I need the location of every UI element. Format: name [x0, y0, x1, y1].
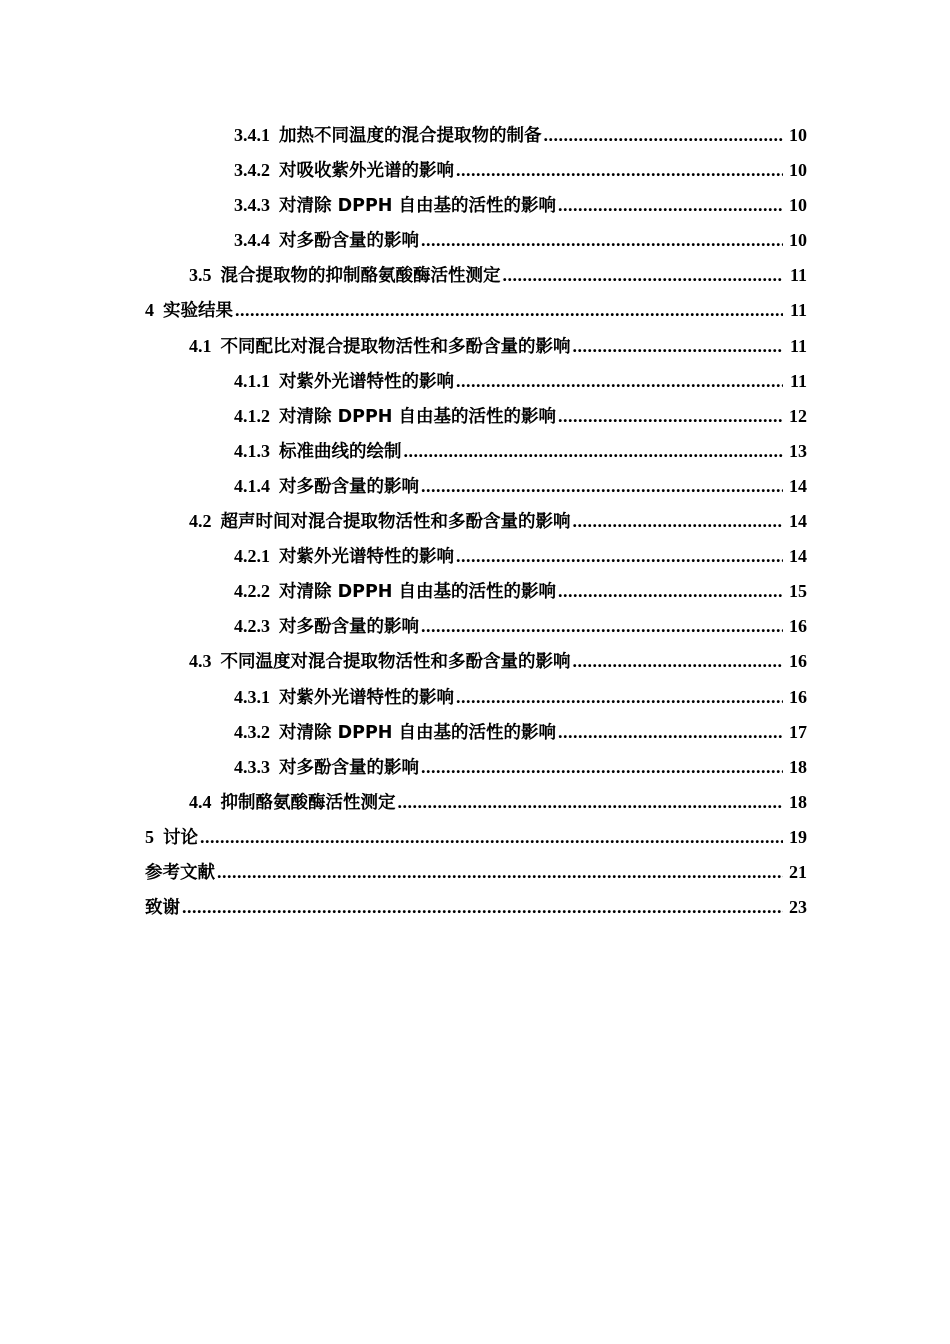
dot-leader [503, 258, 784, 293]
toc-entry-number: 3.4.3 [234, 195, 270, 216]
toc-entry-4-1-3[interactable] [145, 434, 807, 469]
toc-entry-4-3-2[interactable] [145, 715, 807, 750]
toc-entry-title: 对清除 DPPH 自由基的活性的影响 [279, 406, 557, 427]
toc-entry-4-2-1[interactable] [145, 539, 807, 574]
toc-entry-page: 15 [789, 581, 807, 602]
toc-entry-title: 对清除 DPPH 自由基的活性的影响 [279, 196, 557, 217]
toc-entry-number: 3.4.4 [234, 230, 270, 251]
toc-entry-title: 对多酚含量的影响 [279, 476, 419, 497]
toc-entry-number: 4.1.3 [234, 440, 270, 461]
toc-entry-4-3-3[interactable] [145, 750, 807, 785]
toc-entry-acknowledgements[interactable] [145, 890, 807, 925]
toc-entry-page: 12 [789, 405, 807, 426]
table-of-contents [145, 118, 807, 925]
dot-leader [456, 680, 783, 715]
toc-entry-title: 对多酚含量的影响 [279, 617, 419, 638]
toc-entry-title: 标准曲线的绘制 [279, 441, 402, 462]
toc-entry-5[interactable] [145, 820, 807, 855]
toc-entry-number: 4.2.2 [234, 581, 270, 602]
dot-leader [558, 574, 783, 609]
toc-entry-page: 14 [789, 511, 807, 532]
toc-entry-4-1-2[interactable] [145, 399, 807, 434]
toc-entry-number: 4.1 [189, 335, 212, 356]
toc-entry-number: 3.4.2 [234, 160, 270, 181]
toc-entry-number: 4.2.1 [234, 546, 270, 567]
toc-entry-4-2[interactable] [145, 504, 807, 539]
toc-entry-number: 4.4 [189, 791, 212, 812]
toc-entry-number: 4.2.3 [234, 616, 270, 637]
toc-entry-3-4-3[interactable] [145, 188, 807, 223]
toc-entry-page: 11 [789, 300, 807, 321]
toc-entry-title: 对清除 DPPH 自由基的活性的影响 [279, 722, 557, 743]
toc-entry-title: 实验结果 [163, 301, 233, 322]
toc-entry-3-4-2[interactable] [145, 153, 807, 188]
toc-entry-number: 3.4.1 [234, 125, 270, 145]
toc-entry-number: 4.1.4 [234, 475, 270, 496]
toc-entry-page: 11 [789, 265, 807, 286]
toc-entry-title: 不同温度对混合提取物活性和多酚含量的影响 [220, 652, 571, 673]
toc-entry-title: 对多酚含量的影响 [279, 231, 419, 252]
toc-entry-page: 10 [789, 195, 807, 216]
dot-leader [456, 153, 783, 188]
toc-entry-title: 对清除 DPPH 自由基的活性的影响 [279, 582, 557, 603]
dot-leader [421, 223, 783, 258]
dot-leader [217, 855, 783, 890]
dot-leader [456, 364, 783, 399]
toc-entry-4-2-2[interactable] [145, 574, 807, 609]
toc-entry-3-5[interactable] [145, 258, 807, 293]
dot-leader [182, 890, 783, 925]
toc-entry-number: 5 [145, 826, 154, 847]
toc-entry-page: 18 [789, 791, 807, 812]
toc-entry-number: 4.3.1 [234, 686, 270, 707]
dot-leader [421, 750, 783, 785]
toc-entry-title: 抑制酪氨酸酶活性测定 [220, 792, 396, 813]
toc-entry-title: 混合提取物的抑制酪氨酸酶活性测定 [220, 266, 501, 287]
toc-entry-title: 对吸收紫外光谱的影响 [279, 161, 454, 182]
dot-leader [558, 715, 783, 750]
toc-entry-page: 11 [789, 370, 807, 391]
toc-entry-4-2-3[interactable] [145, 609, 807, 644]
dot-leader [558, 399, 783, 434]
toc-entry-title: 对多酚含量的影响 [279, 757, 419, 778]
toc-entry-title: 不同配比对混合提取物活性和多酚含量的影响 [220, 336, 571, 357]
toc-entry-4-1-1[interactable] [145, 364, 807, 399]
dot-leader [558, 188, 783, 223]
toc-entry-page: 10 [789, 125, 807, 145]
toc-entry-page: 11 [789, 335, 807, 356]
toc-entry-3-4-1[interactable] [145, 118, 807, 153]
toc-entry-page: 14 [789, 546, 807, 567]
dot-leader [421, 609, 783, 644]
toc-entry-title: 参考文献 [145, 862, 215, 883]
toc-entry-references[interactable] [145, 855, 807, 890]
dot-leader [456, 539, 783, 574]
toc-entry-title: 对紫外光谱特性的影响 [279, 371, 454, 392]
dot-leader [573, 504, 784, 539]
toc-entry-number: 4.3.3 [234, 756, 270, 777]
dot-leader [200, 820, 783, 855]
toc-entry-page: 23 [789, 897, 807, 918]
toc-entry-number: 4.2 [189, 511, 212, 532]
toc-entry-4-3[interactable] [145, 644, 807, 679]
toc-entry-page: 19 [789, 826, 807, 847]
dot-leader [544, 118, 784, 153]
dot-leader [404, 434, 784, 469]
toc-entry-page: 21 [789, 861, 807, 882]
dot-leader [421, 469, 783, 504]
toc-entry-page: 14 [789, 475, 807, 496]
toc-entry-4[interactable] [145, 293, 807, 328]
toc-entry-4-4[interactable] [145, 785, 807, 820]
toc-entry-title: 超声时间对混合提取物活性和多酚含量的影响 [220, 512, 571, 533]
toc-entry-page: 10 [789, 160, 807, 181]
toc-entry-number: 3.5 [189, 265, 212, 286]
toc-entry-number: 4.1.2 [234, 405, 270, 426]
toc-entry-page: 18 [789, 756, 807, 777]
toc-entry-page: 13 [789, 440, 807, 461]
toc-entry-number: 4.3 [189, 651, 212, 672]
toc-entry-page: 16 [789, 686, 807, 707]
toc-entry-title: 讨论 [163, 827, 198, 848]
dot-leader [398, 785, 784, 820]
toc-entry-number: 4.1.1 [234, 370, 270, 391]
toc-entry-title: 加热不同温度的混合提取物的制备 [279, 126, 542, 146]
toc-entry-title: 对紫外光谱特性的影响 [279, 547, 454, 568]
toc-entry-page: 10 [789, 230, 807, 251]
toc-entry-number: 4 [145, 300, 154, 321]
toc-entry-3-4-4[interactable] [145, 223, 807, 258]
toc-entry-title: 对紫外光谱特性的影响 [279, 687, 454, 708]
dot-leader [573, 329, 784, 364]
toc-entry-number: 4.3.2 [234, 721, 270, 742]
toc-entry-4-1[interactable] [145, 329, 807, 364]
toc-entry-4-1-4[interactable] [145, 469, 807, 504]
toc-entry-page: 16 [789, 616, 807, 637]
dot-leader [573, 644, 784, 679]
toc-entry-page: 16 [789, 651, 807, 672]
toc-entry-4-3-1[interactable] [145, 680, 807, 715]
toc-entry-title: 致谢 [145, 898, 180, 919]
dot-leader [235, 293, 783, 328]
toc-entry-page: 17 [789, 721, 807, 742]
